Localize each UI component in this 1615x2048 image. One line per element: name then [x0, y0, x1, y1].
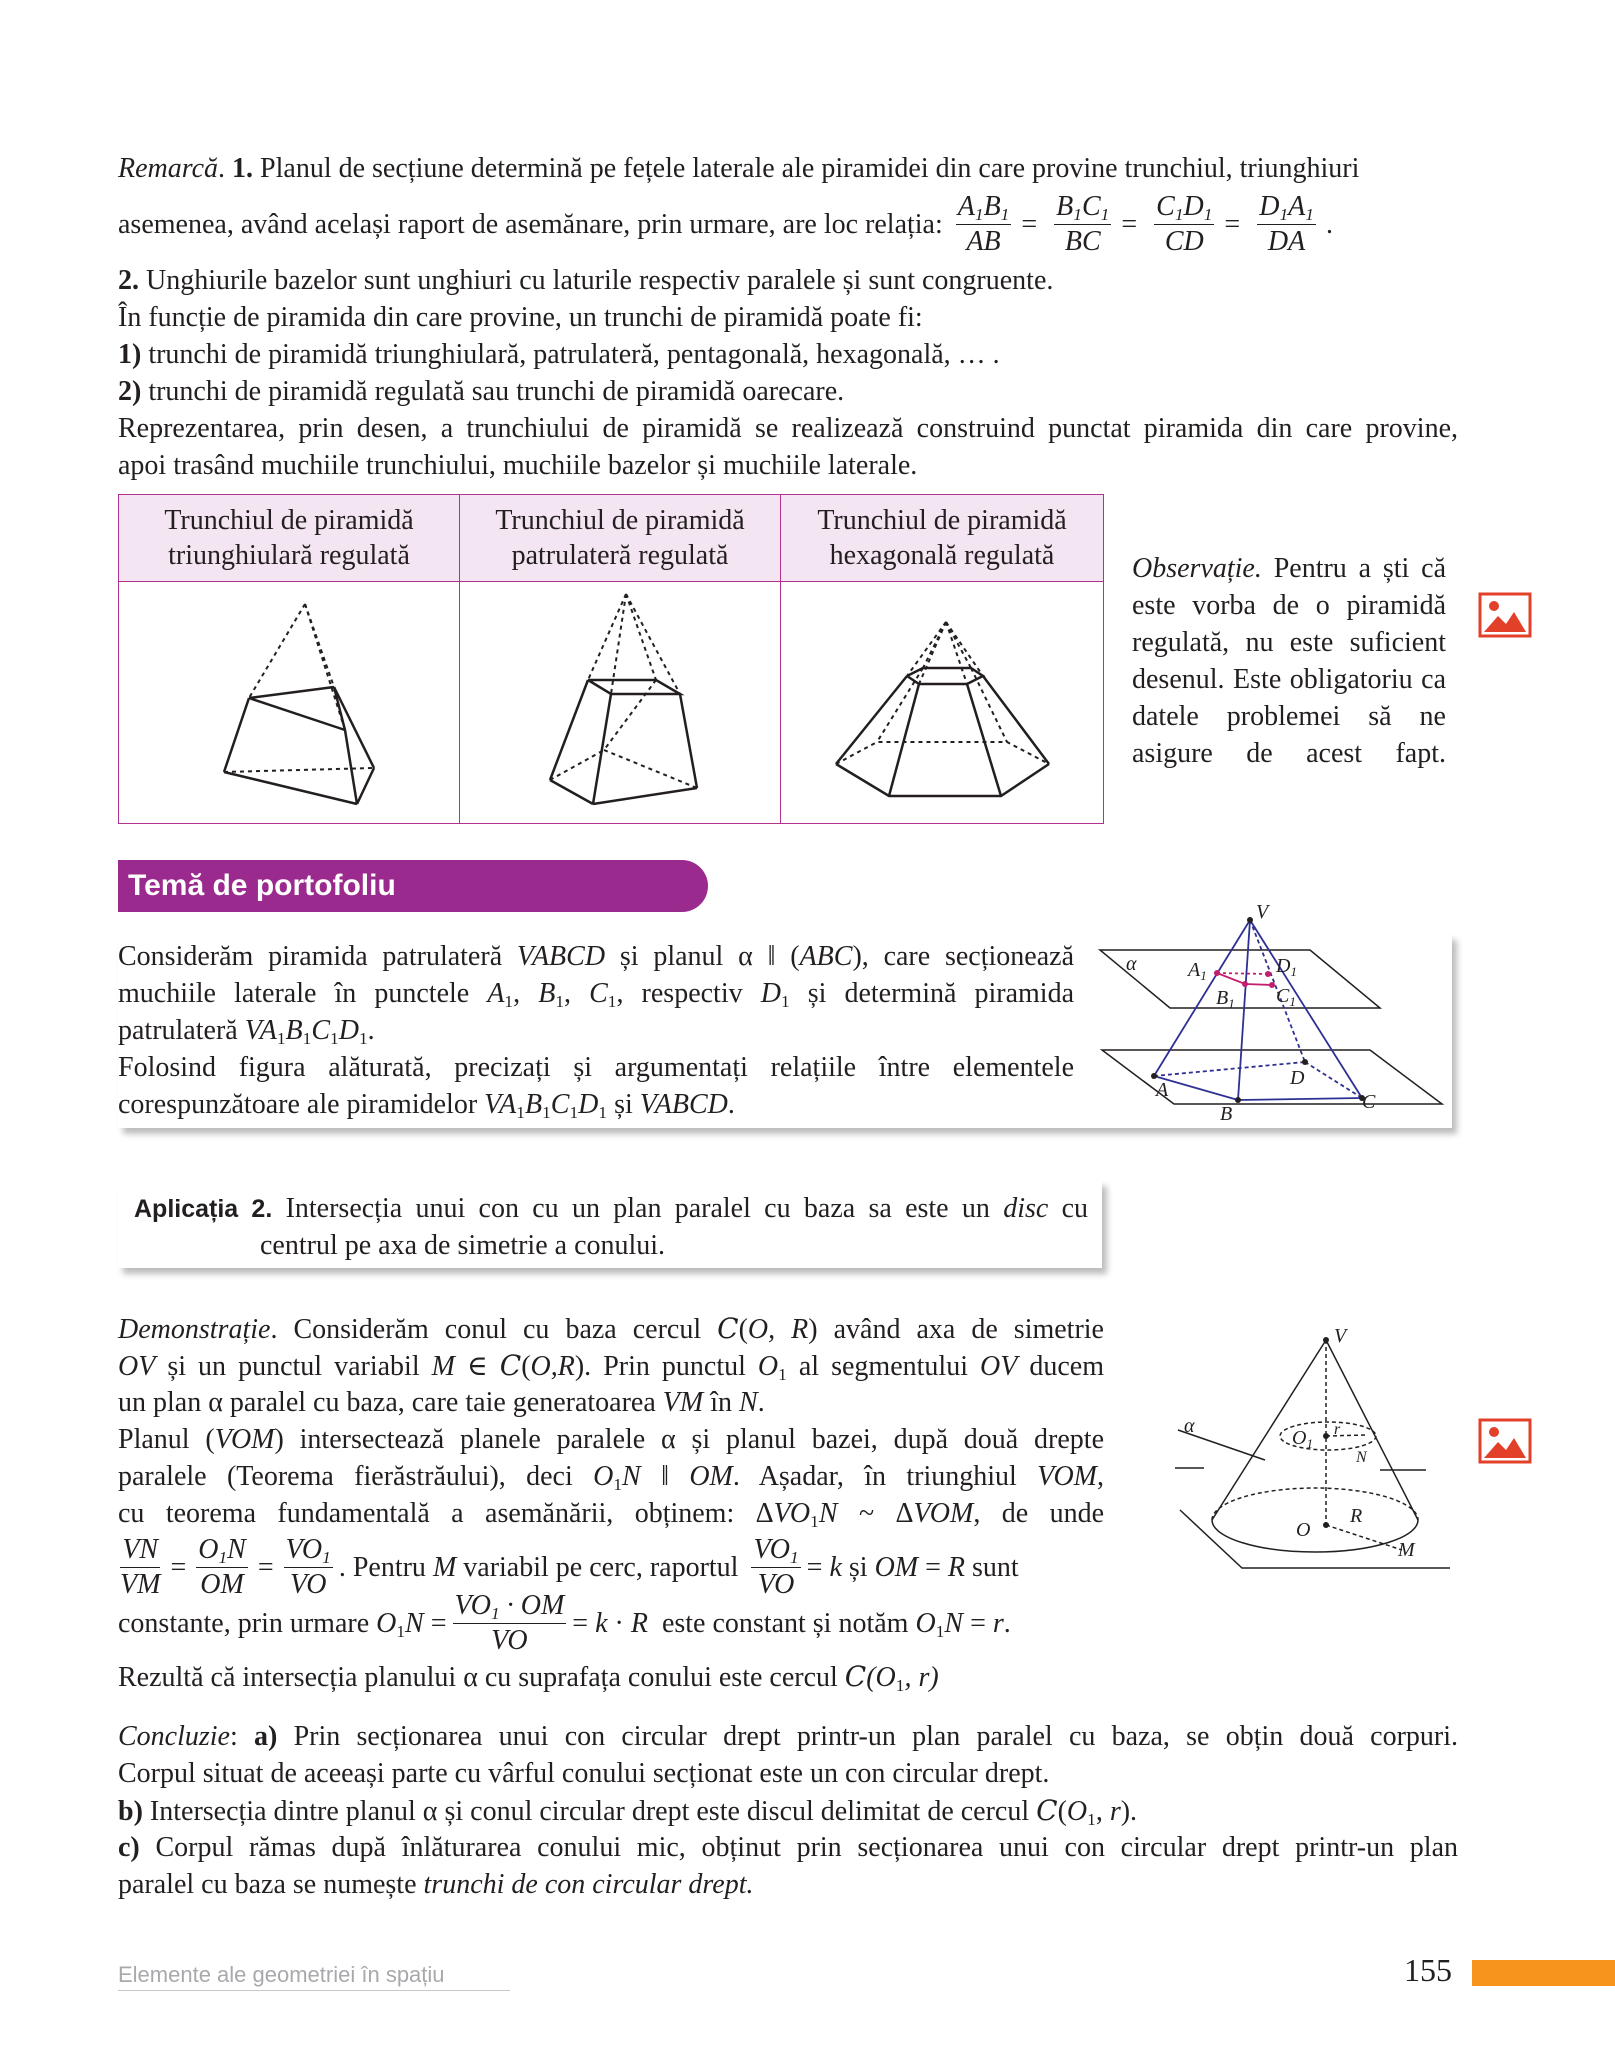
demo-line-1: Demonstrație. Considerăm conul cu baza cercul C(O, R) având axa de simetrie [118, 1312, 1104, 1345]
representation-line-1: Reprezentarea, prin desen, a trunchiului de piramidă se realizează construind punctat piramida din care provine, [118, 413, 1458, 444]
table-header-hexagonal: Trunchiul de piramidă hexagonală regulată [781, 495, 1104, 582]
svg-text:α: α [1126, 953, 1137, 975]
footer-orange-bar [1472, 1960, 1615, 1986]
footer-chapter: Elemente ale geometriei în spațiu [118, 1962, 510, 1991]
remark-line-1: Remarcă. 1. Planul de secțiune determină pe fețele laterale ale piramidei din care provine trunchiul, triunghiuri [118, 153, 1360, 184]
demo-line-4: Planul (VOM) intersectează planele paralele α și planul bazei, după două drepte [118, 1424, 1104, 1455]
cone-section-figure [1170, 1320, 1450, 1580]
demo-constant-line: constante, prin urmare $O_1N$ = $\frac{VO_1 \cdot OM}{VO}$ = k · R este constant și notăm $O_1N = r$. [118, 1590, 1011, 1657]
remark-line-2: asemenea, având același raport de asemănare, prin urmare, are loc relația: $\frac{A_1B_1}{AB}$ = $\frac{B_1C_1}{BC}$ = $\frac{C_1D_1}{CD}$ = $\frac{D_1A_1}{DA}$ . [118, 191, 1333, 257]
demo-ratio-line: $\frac{VN}{VM}$ = $\frac{O_1N}{OM}$ = $\frac{VO_1}{VO}$ . Pentru M variabil pe cerc, raportul $\frac{VO_1}{VO}$ = k și OM = R sunt [120, 1534, 1019, 1601]
image-icon-2[interactable] [1478, 1418, 1530, 1464]
pyramid-section-figure [1090, 900, 1450, 1125]
demo-line-2: OV și un punctul variabil M ∈ C(O,R). Prin punctul $O_1$ al segmentului OV ducem [118, 1349, 1104, 1385]
conclusion-a-line-1: Concluzie: a) Prin secționarea unui con circular drept printr-un plan paralel cu baza, se obțin două corpuri. [118, 1721, 1459, 1752]
portfolio-banner: Temă de portofoliu [118, 860, 708, 912]
svg-text:V: V [1334, 1325, 1347, 1347]
image-icon[interactable] [1478, 592, 1530, 638]
table-header-triangular: Trunchiul de piramidă triunghiulară regulată [119, 495, 460, 582]
observation-text: Observație. Pentru a ști că este vorba de o piramidă regulată, nu este suficient desenul. Este obligatoriu ca datele problemei să ne asigure de acest fapt. [1132, 553, 1447, 769]
svg-text:D: D [1290, 1067, 1305, 1089]
portfolio-line-3: patrulateră $VA_1B_1C_1D_1$. [118, 1015, 375, 1049]
svg-text:R: R [1350, 1505, 1363, 1527]
svg-text:M: M [1398, 1539, 1415, 1561]
quadrilateral-frustum-figure [460, 582, 781, 824]
application-line-2: centrul pe axa de simetrie a conului. [260, 1230, 666, 1261]
conclusion-a-line-2: Corpul situat de aceeași parte cu vârful conului secționat este un con circular drept. [118, 1758, 1050, 1789]
representation-line-2: apoi trasând muchiile trunchiului, muchiile bazelor și muchiile laterale. [118, 450, 918, 481]
svg-text:O1: $O_1$ [1292, 1427, 1313, 1451]
svg-text:C: C [1362, 1091, 1376, 1113]
portfolio-line-5: corespunzătoare ale piramidelor $VA_1B_1C_1D_1$ și VABCD. [118, 1089, 735, 1123]
types-item-2: 2) trunchi de piramidă regulată sau trunchi de piramidă oarecare. [118, 376, 845, 407]
remark-line-3: 2. Unghiurile bazelor sunt unghiuri cu laturile respectiv paralele și sunt congruente. [118, 265, 1054, 296]
hexagonal-frustum-drawing [781, 582, 1103, 818]
svg-text:N: N [1356, 1449, 1367, 1466]
ratio-a1b1-ab: $\frac{A_1B_1}{AB}$ [957, 191, 1010, 257]
triangular-frustum-figure [119, 582, 460, 824]
conclusion-c-line-2: paralel cu baza se numește trunchi de con circular drept. [118, 1869, 754, 1900]
ratio-c1d1-cd: $\frac{C_1D_1}{CD}$ [1156, 191, 1213, 257]
portfolio-line-2: muchiile laterale în punctele $A_1$, $B_1$, $C_1$, respectiv $D_1$ și determină piramida [118, 978, 1075, 1012]
frustum-table [118, 494, 1104, 824]
hexagonal-frustum-figure [781, 582, 1104, 824]
ratio-d1a1-da: $\frac{D_1A_1}{DA}$ [1259, 191, 1314, 257]
types-intro: În funcție de piramida din care provine, un trunchi de piramidă poate fi: [118, 302, 923, 333]
svg-text:A: A [1156, 1079, 1169, 1101]
demo-result-line: Rezultă că intersecția planului α cu suprafața conului este cercul $C(O_1$, r) [118, 1660, 939, 1696]
types-item-1: 1) trunchi de piramidă triunghiulară, patrulateră, pentagonală, hexagonală, … . [118, 339, 1000, 370]
conclusion-c-line-1: c) Corpul rămas după înlăturarea conului mic, obținut prin secționarea unui con circular drept printr-un plan [118, 1832, 1459, 1863]
demo-line-3: un plan α paralel cu baza, care taie generatoarea VM în N. [118, 1387, 765, 1418]
portfolio-line-1: Considerăm piramida patrulateră VABCD și planul α ‖ (ABC), care secționează [118, 941, 1074, 972]
svg-text:B: B [1220, 1103, 1233, 1125]
quadrilateral-frustum-drawing [460, 582, 780, 818]
svg-text:V: V [1256, 901, 1269, 923]
portfolio-line-4: Folosind figura alăturată, precizați și argumentați relațiile între elementele [118, 1052, 1074, 1083]
application-line-1: Aplicația 2. Intersecția unui con cu un plan paralel cu baza sa este un disc cu [134, 1193, 1089, 1224]
demo-line-5: paralele (Teorema fierăstrăului), deci $O_1N$ ‖ OM. Așadar, în triunghiul VOM, [118, 1461, 1104, 1495]
demo-line-6: cu teorema fundamentală a asemănării, obținem: $\Delta VO_1N$ ~ ΔVOM, de unde [118, 1498, 1104, 1532]
page-number: 155 [1404, 1952, 1452, 1988]
svg-text:D1: $D_1$ [1276, 955, 1297, 979]
svg-text:r: r [1334, 1421, 1341, 1438]
svg-text:B1: $B_1$ [1216, 987, 1235, 1011]
triangular-frustum-drawing [119, 582, 459, 818]
svg-text:C1: $C_1$ [1276, 985, 1296, 1009]
svg-text:A1: $A_1$ [1188, 959, 1207, 983]
conclusion-b-line: b) Intersecția dintre planul α și conul circular drept este discul delimitat de cercul $C(O_1$, r). [118, 1794, 1138, 1830]
svg-text:O: O [1296, 1519, 1311, 1541]
svg-text:α: α [1184, 1415, 1195, 1437]
table-header-quadrilateral: Trunchiul de piramidă patrulateră regulată [460, 495, 781, 582]
ratio-b1c1-bc: $\frac{B_1C_1}{BC}$ [1056, 191, 1110, 257]
